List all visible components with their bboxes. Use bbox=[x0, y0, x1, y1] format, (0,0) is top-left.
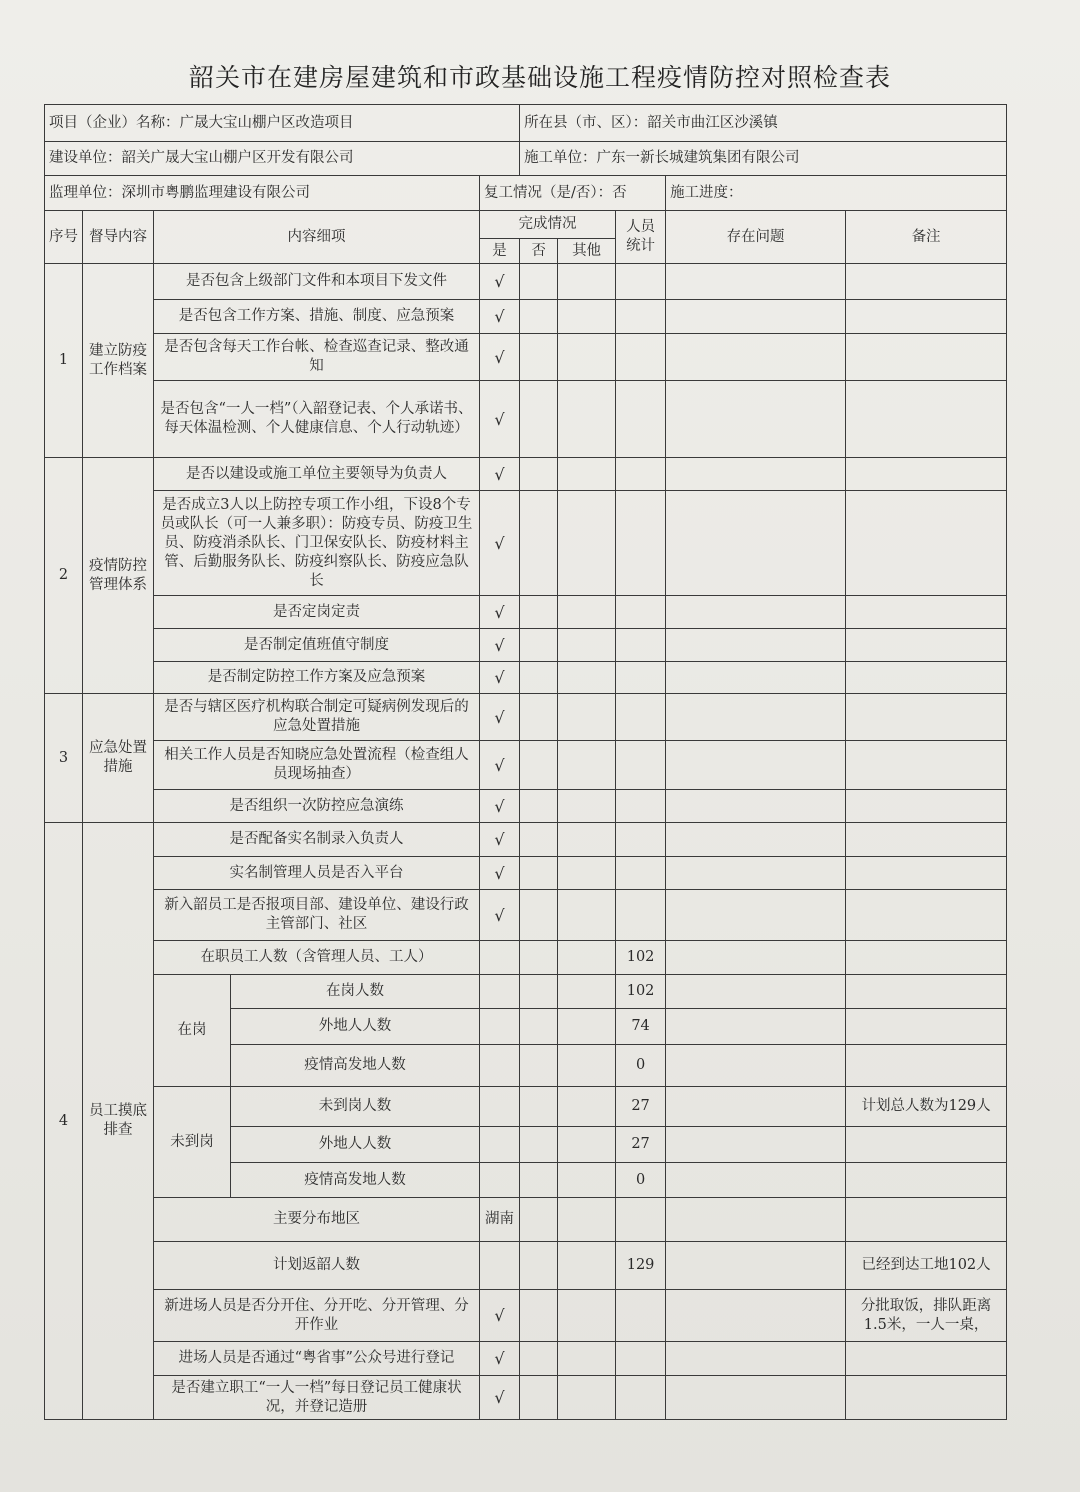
row-detail: 实名制管理人员是否入平台 bbox=[154, 857, 480, 890]
cell-count bbox=[616, 264, 666, 300]
check-mark: √ bbox=[480, 381, 520, 458]
row-detail: 是否制定值班值守制度 bbox=[154, 629, 480, 662]
row-detail: 是否包含上级部门文件和本项目下发文件 bbox=[154, 264, 480, 300]
people-count: 0 bbox=[616, 1163, 666, 1198]
row-detail: 是否包含工作方案、措施、制度、应急预案 bbox=[154, 300, 480, 334]
section-topic: 员工摸底排查 bbox=[83, 823, 154, 1420]
check-mark: √ bbox=[480, 491, 520, 596]
resume-field: 复工情况（是/否）：否 bbox=[480, 176, 666, 211]
progress-field: 施工进度： bbox=[666, 176, 1007, 211]
row-detail: 是否建立职工“一人一档”每日登记员工健康状况，并登记造册 bbox=[154, 1376, 480, 1420]
onduty-label: 在岗 bbox=[154, 975, 231, 1087]
header-completion: 完成情况 bbox=[480, 211, 616, 239]
people-count: 74 bbox=[616, 1009, 666, 1045]
section-number: 1 bbox=[45, 264, 83, 458]
row-detail: 未到岗人数 bbox=[231, 1087, 480, 1127]
row-detail: 在岗人数 bbox=[231, 975, 480, 1009]
region-value: 湖南 bbox=[480, 1198, 520, 1242]
cell-remark bbox=[846, 264, 1007, 300]
row-detail: 进场人员是否通过“粤省事”公众号进行登记 bbox=[154, 1342, 480, 1376]
section-topic: 应急处置措施 bbox=[83, 694, 154, 823]
row-detail: 疫情高发地人数 bbox=[231, 1045, 480, 1087]
header-detail: 内容细项 bbox=[154, 211, 480, 264]
remark-cell: 计划总人数为129人 bbox=[846, 1087, 1007, 1127]
section-topic: 疫情防控管理体系 bbox=[83, 458, 154, 694]
header-people: 人员统计 bbox=[616, 211, 666, 264]
people-count: 0 bbox=[616, 1045, 666, 1087]
header-remarks: 备注 bbox=[846, 211, 1007, 264]
row-detail: 是否与辖区医疗机构联合制定可疑病例发现后的应急处置措施 bbox=[154, 694, 480, 741]
row-detail: 新进场人员是否分开住、分开吃、分开管理、分开作业 bbox=[154, 1290, 480, 1342]
check-mark: √ bbox=[480, 629, 520, 662]
check-mark: √ bbox=[480, 823, 520, 857]
row-detail: 计划返韶人数 bbox=[154, 1242, 480, 1290]
builder-field: 建设单位：韶关广晟大宝山棚户区开发有限公司 bbox=[45, 142, 520, 176]
people-count: 129 bbox=[616, 1242, 666, 1290]
contractor-field: 施工单位：广东一新长城建筑集团有限公司 bbox=[520, 142, 1007, 176]
project-name-field: 项目（企业）名称：广晟大宝山棚户区改造项目 bbox=[45, 105, 520, 142]
row-detail: 是否制定防控工作方案及应急预案 bbox=[154, 662, 480, 694]
page-title: 韶关市在建房屋建筑和市政基础设施工程疫情防控对照检查表 bbox=[188, 63, 891, 92]
inspection-table bbox=[44, 104, 1007, 1420]
row-detail: 外地人人数 bbox=[231, 1127, 480, 1163]
row-detail: 新入韶员工是否报项目部、建设单位、建设行政主管部门、社区 bbox=[154, 890, 480, 941]
row-detail: 是否配备实名制录入负责人 bbox=[154, 823, 480, 857]
check-mark: √ bbox=[480, 790, 520, 823]
people-count: 27 bbox=[616, 1127, 666, 1163]
row-detail: 疫情高发地人数 bbox=[231, 1163, 480, 1198]
check-mark: √ bbox=[480, 741, 520, 790]
check-mark: √ bbox=[480, 1342, 520, 1376]
check-mark: √ bbox=[480, 1376, 520, 1420]
check-mark: √ bbox=[480, 857, 520, 890]
check-mark: √ bbox=[480, 596, 520, 629]
check-mark: √ bbox=[480, 1290, 520, 1342]
people-count: 27 bbox=[616, 1087, 666, 1127]
check-mark: √ bbox=[480, 694, 520, 741]
row-detail: 是否包含“一人一档”（入韶登记表、个人承诺书、每天体温检测、个人健康信息、个人行动轨迹） bbox=[154, 381, 480, 458]
county-field: 所在县（市、区）：韶关市曲江区沙溪镇 bbox=[520, 105, 1007, 142]
cell-other bbox=[558, 264, 616, 300]
remark-cell: 已经到达工地102人 bbox=[846, 1242, 1007, 1290]
check-mark: √ bbox=[480, 662, 520, 694]
header-seq: 序号 bbox=[45, 211, 83, 264]
header-problems: 存在问题 bbox=[666, 211, 846, 264]
header-other: 其他 bbox=[558, 239, 616, 264]
check-mark: √ bbox=[480, 264, 520, 300]
row-detail: 是否成立3人以上防控专项工作小组，下设8个专员或队长（可一人兼多职）：防疫专员、防疫卫生员、防疫消杀队长、门卫保安队长、防疫材料主管、后勤服务队长、防疫纠察队长、防疫应急队长 bbox=[154, 491, 480, 596]
people-count: 102 bbox=[616, 941, 666, 975]
people-count: 102 bbox=[616, 975, 666, 1009]
row-detail: 是否组织一次防控应急演练 bbox=[154, 790, 480, 823]
row-detail: 是否包含每天工作台帐、检查巡查记录、整改通知 bbox=[154, 334, 480, 381]
header-no: 否 bbox=[520, 239, 558, 264]
check-mark: √ bbox=[480, 890, 520, 941]
row-detail: 是否定岗定责 bbox=[154, 596, 480, 629]
remark-cell: 分批取饭，排队距离1.5米，一人一桌， bbox=[846, 1290, 1007, 1342]
cell-no bbox=[520, 264, 558, 300]
row-detail: 在职员工人数（含管理人员、工人） bbox=[154, 941, 480, 975]
section-number: 3 bbox=[45, 694, 83, 823]
cell-problem bbox=[666, 264, 846, 300]
row-detail: 是否以建设或施工单位主要领导为负责人 bbox=[154, 458, 480, 491]
section-number: 4 bbox=[45, 823, 83, 1420]
check-mark: √ bbox=[480, 458, 520, 491]
section-topic: 建立防疫工作档案 bbox=[83, 264, 154, 458]
check-mark: √ bbox=[480, 334, 520, 381]
section-number: 2 bbox=[45, 458, 83, 694]
header-yes: 是 bbox=[480, 239, 520, 264]
row-detail: 相关工作人员是否知晓应急处置流程（检查组人员现场抽查） bbox=[154, 741, 480, 790]
row-detail: 外地人人数 bbox=[231, 1009, 480, 1045]
check-mark: √ bbox=[480, 300, 520, 334]
header-topic: 督导内容 bbox=[83, 211, 154, 264]
offduty-label: 未到岗 bbox=[154, 1087, 231, 1198]
supervisor-field: 监理单位：深圳市粤鹏监理建设有限公司 bbox=[45, 176, 480, 211]
row-detail: 主要分布地区 bbox=[154, 1198, 480, 1242]
